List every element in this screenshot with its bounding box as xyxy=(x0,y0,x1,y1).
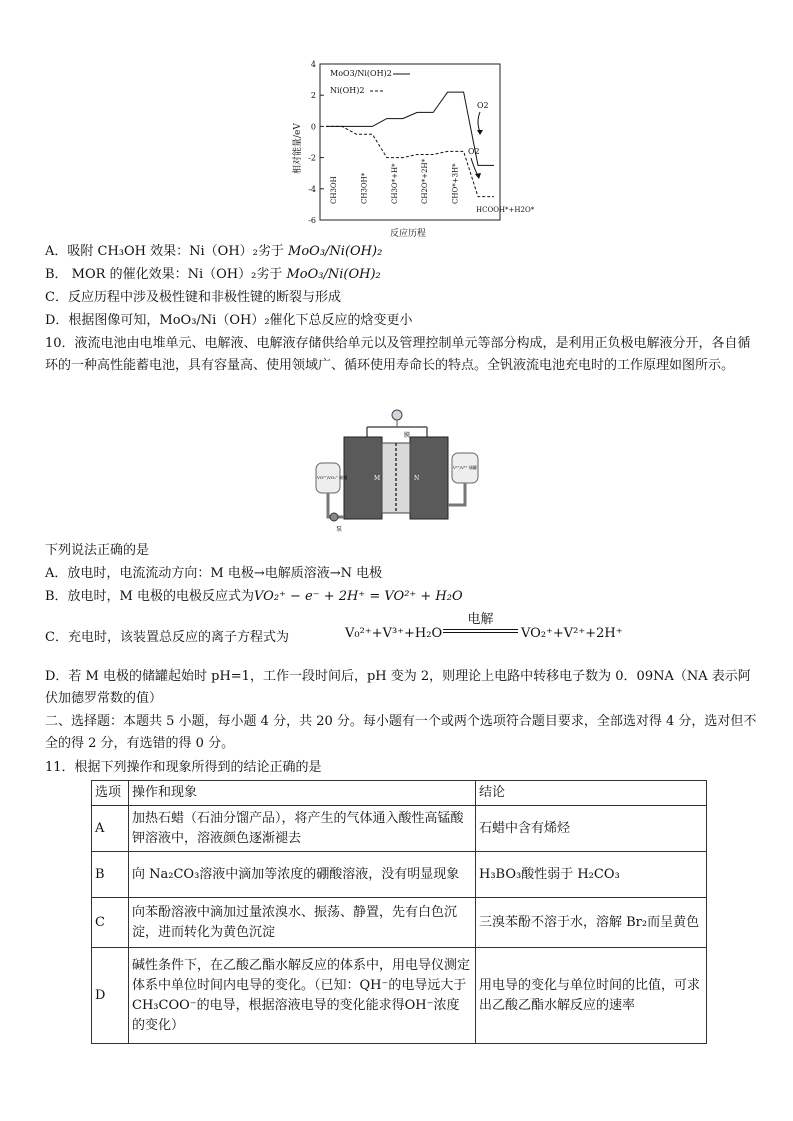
row-d-operation: 碱性条件下，在乙酸乙酯水解反应的体系中，用电导仪测定体系中单位时间内电导的变化。（已知：QH⁻的电导远大于 CH₃COO⁻的电导，根据溶液电导的变化能求得OH⁻浓度的变化） xyxy=(129,948,476,1044)
row-d-label: D xyxy=(92,948,129,1044)
row-a-conclusion: 石蜡中含有烯烃 xyxy=(476,806,707,852)
state-label: HCOOH*+H2O* xyxy=(476,206,535,214)
row-b-label: B xyxy=(92,852,129,898)
x-axis-label: 反应历程 xyxy=(390,229,427,239)
row-b-conclusion: H₃BO₃酸性弱于 H₂CO₃ xyxy=(476,852,707,898)
legend-nioh2: Ni(OH)2 xyxy=(330,86,365,95)
series-line-nioh2 xyxy=(326,126,494,196)
left-tank-label: VO²⁺/VO₂⁺ 储罐 xyxy=(317,475,348,480)
y-tick-label: 4 xyxy=(310,60,316,69)
q11-stem: 11．根据下列操作和现象所得到的结论正确的是 xyxy=(45,760,322,775)
q10-option-b xyxy=(45,588,463,606)
electrode-n-label: N xyxy=(414,475,420,482)
header-conclusion: 结论 xyxy=(476,781,707,806)
q10-stem: 10．液流电池由电堆单元、电解液、电解液存储供给单元以及管理控制单元等部分构成，是利用正负极电解液分开，各自循环的一种高性能蓄电池，具有容量高、使用领域广、循环使用寿命长的特点。全钒液流电池充电时的工作原理如图所示。 xyxy=(45,336,751,373)
q10-option-d: D．若 M 电极的储罐起始时 pH=1，工作一段时间后，pH 变为 2，则理论上电路中转移电子数为 0．09NA（NA 表示阿伏加德罗常数的值） xyxy=(45,669,751,706)
row-c-label: C xyxy=(92,898,129,948)
y-tick-label: 0 xyxy=(310,122,316,132)
q10-option-a: A．放电时，电流流动方向：M 电极→电解质溶液→N 电极 xyxy=(45,566,383,581)
o2-arrowhead-lower xyxy=(475,173,481,179)
state-label: CHO*+3H* xyxy=(451,163,460,204)
o2-label-upper: O2 xyxy=(477,101,489,110)
o2-label-lower: O2 xyxy=(468,147,480,156)
q9-option-b-text: B． MOR 的催化效果：Ni（OH）₂劣于 xyxy=(45,267,283,282)
right-tank-label: V²⁺/V³⁺ 储罐 xyxy=(453,465,477,470)
y-tick-label: -6 xyxy=(308,216,316,225)
state-label: CH2O*+2H* xyxy=(421,158,430,204)
header-operation: 操作和现象 xyxy=(129,781,476,806)
section-2-instructions: 二、选择题：本题共 5 小题，每小题 4 分，共 20 分。每小题有一个或两个选项符合题目要求，全部选对得 4 分，选对但不全的得 2 分，有选错的得 0 分。 xyxy=(45,714,757,751)
table-row xyxy=(92,948,707,1044)
state-label: CH3OH* xyxy=(360,172,369,204)
y-tick-label: 2 xyxy=(310,91,316,101)
q9-option-a xyxy=(45,243,382,261)
energy-profile-chart xyxy=(290,56,535,241)
q9-option-b xyxy=(45,266,381,284)
o2-arrow-upper xyxy=(478,112,480,132)
y-axis-label: 相对能量/eV xyxy=(293,123,303,174)
power-source-icon xyxy=(392,410,402,420)
electrode-m-label: M xyxy=(374,475,381,482)
q9-option-b-formula: MoO₃/Ni(OH)₂ xyxy=(286,267,381,282)
row-a-label: A xyxy=(92,806,129,852)
q9-option-a-formula: MoO₃/Ni(OH)₂ xyxy=(288,244,383,259)
electrolysis-arrow xyxy=(443,612,518,633)
row-a-operation: 加热石蜡（石油分馏产品），将产生的气体通入酸性高锰酸钾溶液中，溶液颜色逐渐褪去 xyxy=(129,806,476,852)
flow-battery-figure xyxy=(312,405,482,535)
q10-prompt: 下列说法正确的是 xyxy=(45,543,150,558)
membrane-label: 膜 xyxy=(404,432,411,439)
q10-option-b-text: B．放电时，M 电极的电极反应式为 xyxy=(45,589,254,604)
pump-label: 泵 xyxy=(336,526,343,533)
row-b-operation: 向 Na₂CO₃溶液中滴加等浓度的硼酸溶液，没有明显现象 xyxy=(129,852,476,898)
q11-table xyxy=(91,780,707,1044)
table-row xyxy=(92,898,707,948)
legend-moo3: MoO3/Ni(OH)2 xyxy=(330,69,392,78)
table-row xyxy=(92,852,707,898)
q9-option-d: D．根据图像可知，MoO₃/Ni（OH）₂催化下总反应的焓变更小 xyxy=(45,313,413,328)
q9-option-a-text: A．吸附 CH₃OH 效果：Ni（OH）₂劣于 xyxy=(45,244,284,259)
pump-icon xyxy=(330,513,338,521)
electrolysis-condition: 电解 xyxy=(467,612,494,627)
q10-option-c-reactants: V₀²⁺+V³⁺+H₂O xyxy=(345,626,443,641)
y-tick-label: -2 xyxy=(308,153,316,163)
q9-option-c: C．反应历程中涉及极性键和非极性键的断裂与形成 xyxy=(45,290,341,305)
o2-arrowhead-upper xyxy=(477,130,483,135)
row-d-conclusion: 用电导的变化与单位时间的比值，可求出乙酸乙酯水解反应的速率 xyxy=(476,948,707,1044)
q10-option-b-formula: VO₂⁺ − e⁻ + 2H⁺ = VO²⁺ + H₂O xyxy=(254,589,463,604)
y-tick-label: -4 xyxy=(308,184,316,194)
q10-option-c-products: VO₂⁺+V²⁺+2H⁺ xyxy=(521,626,623,641)
right-pipe xyxy=(448,483,465,505)
q10-option-c-text: C．充电时，该装置总反应的离子方程式为 xyxy=(45,630,289,645)
table-row xyxy=(92,806,707,852)
state-label: CH3O*+H* xyxy=(390,163,399,204)
row-c-conclusion: 三溴苯酚不溶于水，溶解 Br₂而呈黄色 xyxy=(476,898,707,948)
table-header-row xyxy=(92,781,707,806)
header-option: 选项 xyxy=(92,781,129,806)
row-c-operation: 向苯酚溶液中滴加过量浓溴水、振荡、静置，先有白色沉淀，进而转化为黄色沉淀 xyxy=(129,898,476,948)
state-label: CH3OH xyxy=(330,176,338,204)
